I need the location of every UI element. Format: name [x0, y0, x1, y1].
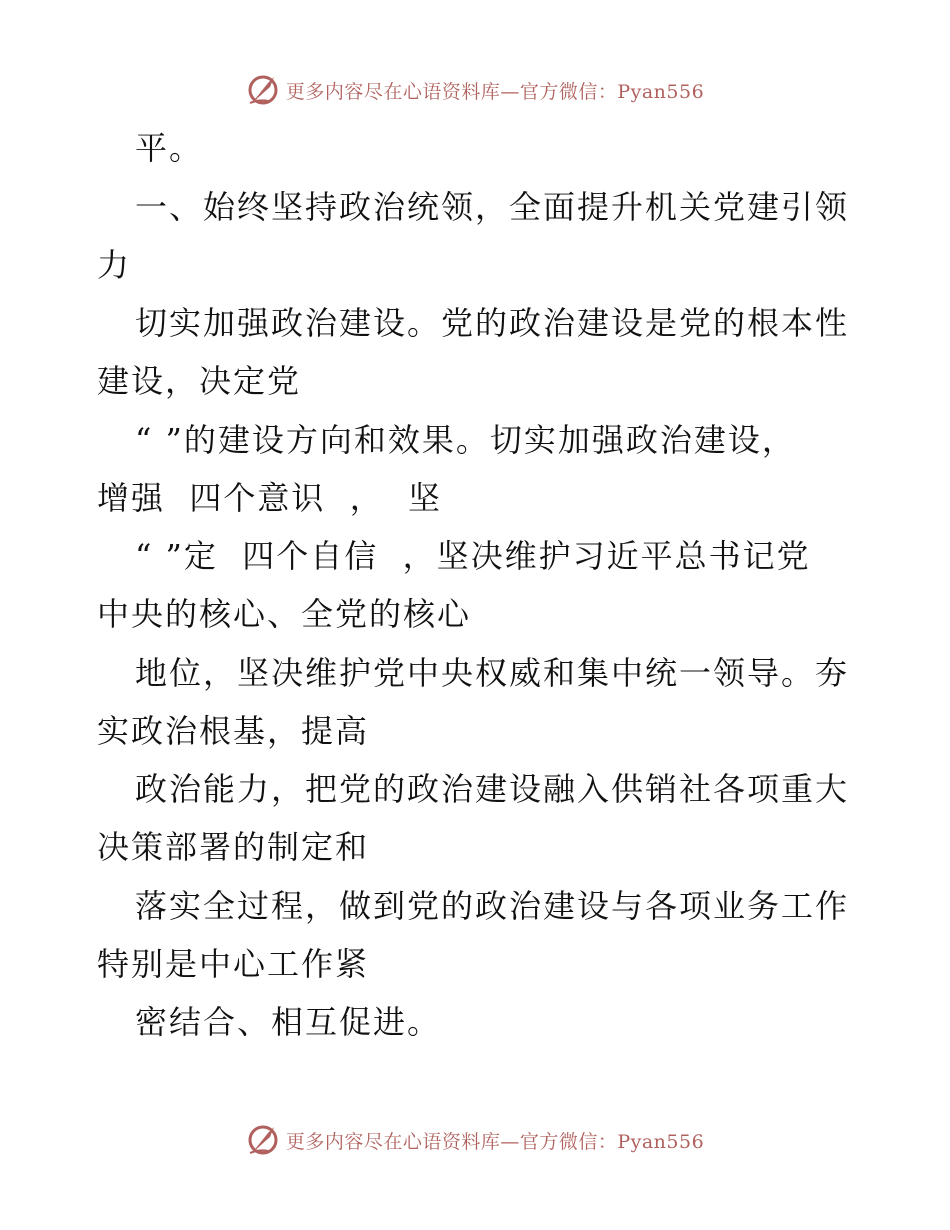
text-line: 政治能力，把党的政治建设融入供销社各项重大 — [135, 770, 850, 808]
text-line: 中央的核心、全党的核心 — [97, 595, 472, 633]
text-line: 地位，坚决维护党中央权威和集中统一领导。夯 — [135, 654, 850, 692]
text-line: 增强 四个意识 ， 坚 — [97, 479, 443, 517]
quill-logo-icon — [246, 73, 280, 107]
text-line: 建设，决定党 — [97, 362, 302, 400]
text-line: 切实加强政治建设。党的政治建设是党的根本性 — [135, 304, 850, 342]
text-line: 决策部署的制定和 — [97, 828, 370, 866]
header-watermark — [0, 70, 950, 110]
text-line: “ ”的建设方向和效果。切实加强政治建设， — [135, 421, 796, 459]
watermark-text: 更多内容尽在心语资料库—官方微信：Pyan556 — [285, 80, 705, 103]
quill-logo-icon — [246, 1123, 280, 1157]
text-line: 平。 — [135, 129, 204, 167]
text-line: 特别是中心工作紧 — [97, 945, 370, 983]
section-heading: 一、始终坚持政治统领，全面提升机关党建引领 — [135, 188, 850, 226]
text-line: 密结合、相互促进。 — [135, 1003, 442, 1041]
text-line: 实政治根基，提高 — [97, 712, 370, 750]
text-line: 落实全过程，做到党的政治建设与各项业务工作 — [135, 887, 850, 925]
watermark-text: 更多内容尽在心语资料库—官方微信：Pyan556 — [285, 1130, 705, 1153]
text-line: “ ”定 四个自信 ，坚决维护习近平总书记党 — [135, 537, 811, 575]
footer-watermark — [0, 1120, 950, 1160]
section-heading-continued: 力 — [97, 246, 132, 284]
